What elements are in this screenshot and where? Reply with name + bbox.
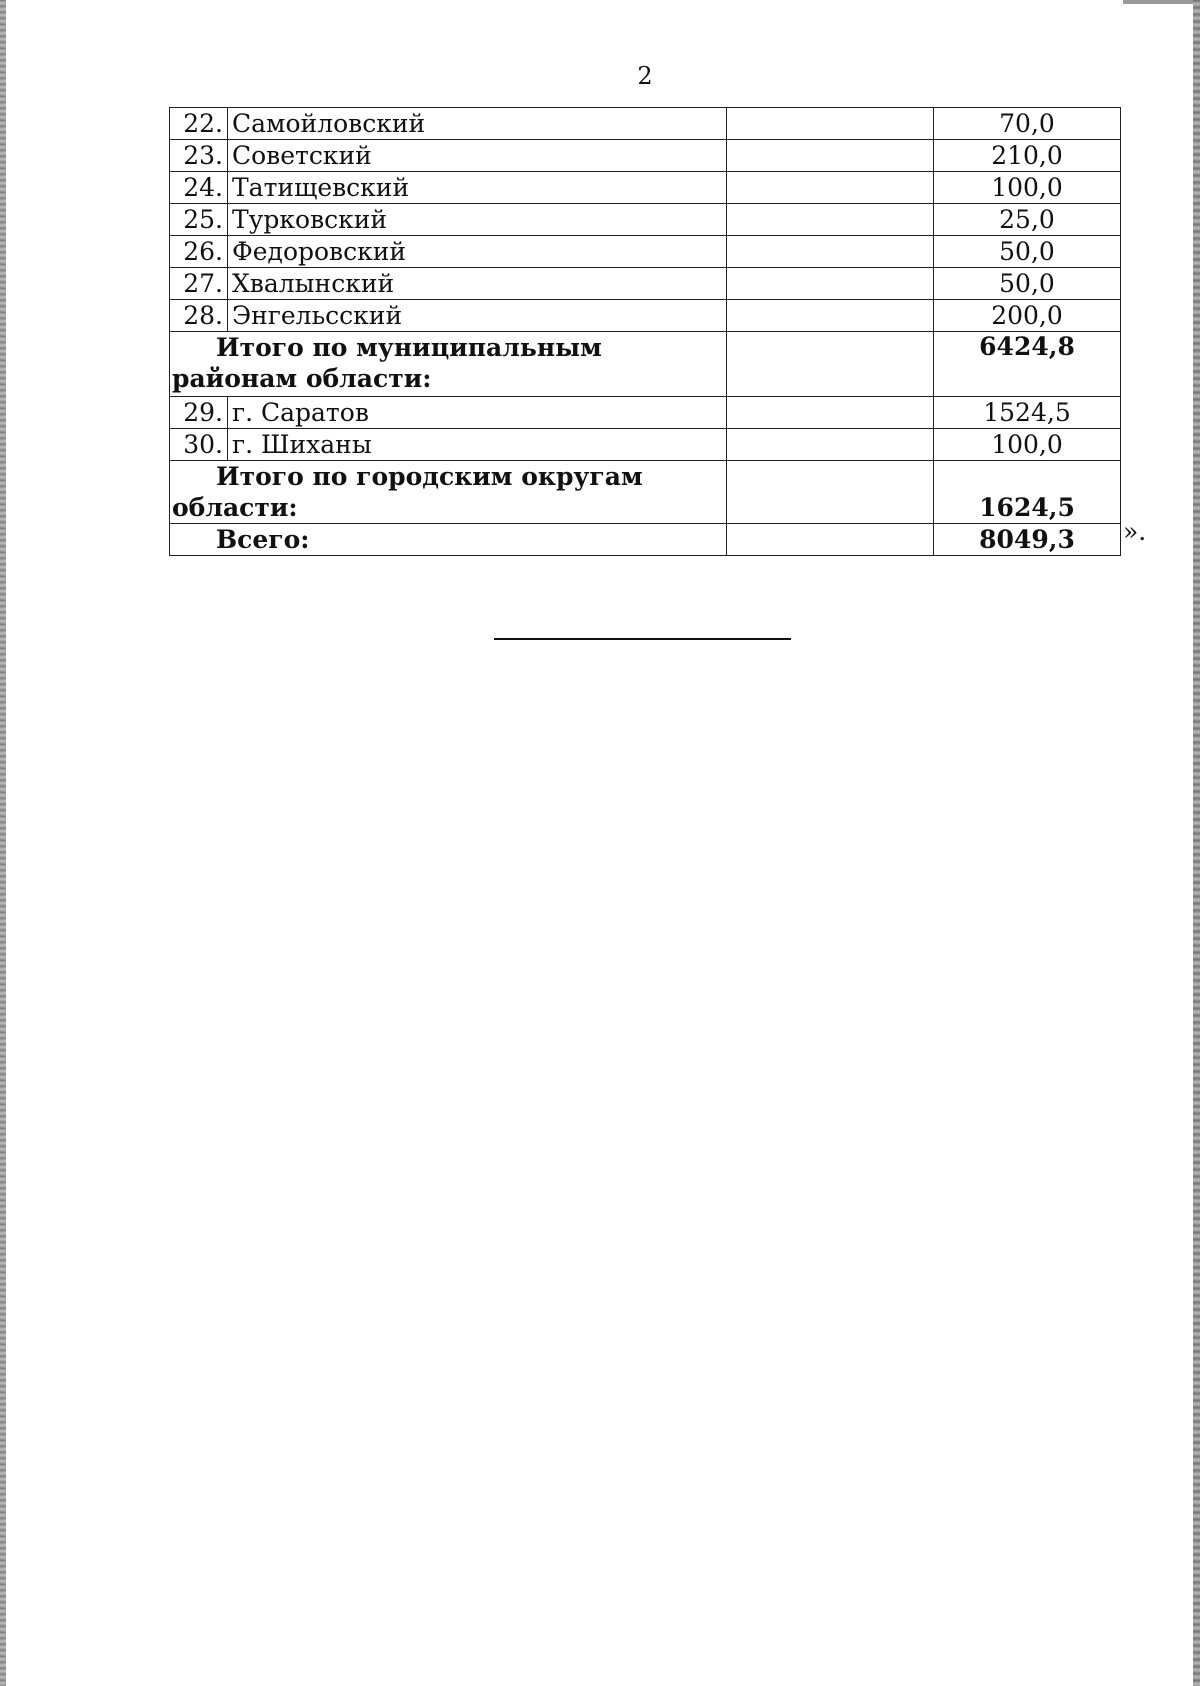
amount-value: 25,0 bbox=[934, 204, 1121, 236]
empty-cell bbox=[727, 332, 934, 397]
amount-value: 210,0 bbox=[934, 140, 1121, 172]
amount-value: 70,0 bbox=[934, 108, 1121, 140]
total-cities-row bbox=[170, 461, 1121, 524]
table-row bbox=[170, 236, 1121, 268]
scan-edge-left bbox=[0, 0, 6, 1686]
city-name: г. Саратов bbox=[228, 397, 727, 429]
empty-cell bbox=[727, 172, 934, 204]
total-cities-label: Итого по городским округам области: bbox=[170, 461, 727, 524]
row-number: 23. bbox=[170, 140, 228, 172]
amount-value: 50,0 bbox=[934, 268, 1121, 300]
empty-cell bbox=[727, 461, 934, 524]
page-number: 2 bbox=[637, 62, 653, 90]
city-name: г. Шиханы bbox=[228, 429, 727, 461]
empty-cell bbox=[727, 524, 934, 556]
total-cities-value: 1624,5 bbox=[934, 461, 1121, 524]
grand-total-row bbox=[170, 524, 1121, 556]
empty-cell bbox=[727, 429, 934, 461]
table-row bbox=[170, 397, 1121, 429]
total-districts-row bbox=[170, 332, 1121, 397]
table-row bbox=[170, 300, 1121, 332]
empty-cell bbox=[727, 204, 934, 236]
district-name: Татищевский bbox=[228, 172, 727, 204]
table-row bbox=[170, 429, 1121, 461]
district-name: Федоровский bbox=[228, 236, 727, 268]
district-name: Советский bbox=[228, 140, 727, 172]
district-name: Энгельсский bbox=[228, 300, 727, 332]
row-number: 24. bbox=[170, 172, 228, 204]
grand-total-label: Всего: bbox=[170, 524, 727, 556]
allocation-table bbox=[169, 107, 1121, 556]
empty-cell bbox=[727, 268, 934, 300]
row-number: 25. bbox=[170, 204, 228, 236]
row-number: 28. bbox=[170, 300, 228, 332]
row-number: 29. bbox=[170, 397, 228, 429]
district-name: Турковский bbox=[228, 204, 727, 236]
closing-quote-mark: ». bbox=[1123, 517, 1147, 546]
empty-cell bbox=[727, 236, 934, 268]
row-number: 22. bbox=[170, 108, 228, 140]
scan-edge-top bbox=[1123, 0, 1193, 4]
empty-cell bbox=[727, 108, 934, 140]
amount-value: 1524,5 bbox=[934, 397, 1121, 429]
table-row bbox=[170, 140, 1121, 172]
table-row bbox=[170, 172, 1121, 204]
row-number: 30. bbox=[170, 429, 228, 461]
table-row bbox=[170, 204, 1121, 236]
district-name: Самойловский bbox=[228, 108, 727, 140]
empty-cell bbox=[727, 300, 934, 332]
total-districts-value: 6424,8 bbox=[934, 332, 1121, 397]
row-number: 27. bbox=[170, 268, 228, 300]
row-number: 26. bbox=[170, 236, 228, 268]
empty-cell bbox=[727, 140, 934, 172]
amount-value: 100,0 bbox=[934, 172, 1121, 204]
amount-value: 200,0 bbox=[934, 300, 1121, 332]
table-row bbox=[170, 268, 1121, 300]
table-row bbox=[170, 108, 1121, 140]
amount-value: 100,0 bbox=[934, 429, 1121, 461]
empty-cell bbox=[727, 397, 934, 429]
total-districts-label: Итого по муниципальным районам области: bbox=[170, 332, 727, 397]
district-name: Хвалынский bbox=[228, 268, 727, 300]
amount-value: 50,0 bbox=[934, 236, 1121, 268]
separator-line bbox=[494, 638, 791, 640]
grand-total-value: 8049,3 bbox=[934, 524, 1121, 556]
scan-edge-right bbox=[1193, 0, 1200, 1686]
